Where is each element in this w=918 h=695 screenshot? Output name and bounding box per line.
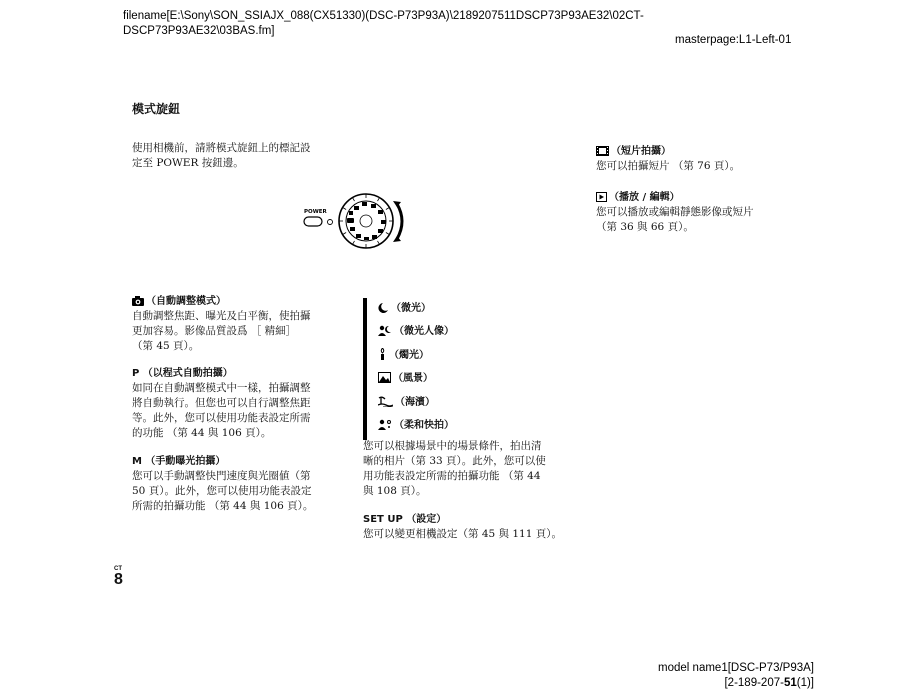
twilight-portrait-icon	[378, 325, 392, 336]
body-line: 晰的相片（第 33 頁）。此外，您可以使	[363, 455, 546, 467]
page-title: 模式旋鈕	[132, 102, 181, 116]
body-line: 將自動執行。但您也可以自行調整焦距	[132, 397, 311, 409]
footer-code: [2-189-207-51(1)]	[724, 677, 814, 689]
candle-icon	[378, 348, 387, 360]
auto-mode-section	[132, 294, 342, 354]
intro-line: 使用相機前，請將模式旋鈕上的標記設	[132, 142, 311, 154]
auto-mode-heading: （自動調整模式）	[132, 294, 342, 309]
mode-dial-illustration	[300, 192, 412, 250]
power-label: POWER	[304, 209, 327, 215]
body-line: 用功能表設定所需的拍攝功能 （第 44	[363, 470, 541, 482]
intro-line: 定至 POWER 按鈕邊。	[132, 157, 244, 169]
soft-snap-icon	[378, 419, 392, 430]
body-line: 您可以拍攝短片 （第 76 頁）。	[596, 160, 741, 172]
arrow-head-down-icon	[393, 236, 401, 242]
landscape-icon	[378, 372, 391, 383]
playback-heading: （播放 / 編輯）	[596, 190, 796, 205]
body-line: 等。此外，您可以使用功能表設定所需	[132, 412, 311, 424]
footer	[658, 661, 814, 691]
movie-icon	[596, 146, 609, 156]
filename-header	[123, 9, 644, 39]
scene-candle: （燭光）	[378, 348, 429, 362]
setup-heading: SET UP （設定）	[363, 514, 447, 525]
language-code: CT	[114, 566, 122, 572]
scene-twilight-portrait: （微光人像）	[378, 325, 454, 339]
dial-center	[360, 215, 372, 227]
intro-text	[132, 141, 311, 171]
power-button	[304, 217, 322, 226]
beach-icon	[378, 396, 393, 407]
scene-twilight: （微光）	[378, 302, 431, 316]
camera-icon	[132, 296, 144, 306]
setup-section	[363, 512, 578, 542]
manual-exposure-heading: M （手動曝光拍攝）	[132, 456, 226, 467]
filename-line-2: DSCP73P93AE32\03BAS.fm]	[123, 25, 275, 37]
moon-icon	[378, 302, 389, 313]
body-line: 50 頁）。此外，您可以使用功能表設定	[132, 485, 312, 497]
body-line: 您可以根據場景中的場景條件，拍出清	[363, 440, 542, 452]
masterpage-label: masterpage:L1-Left-01	[675, 34, 792, 46]
movie-section	[596, 144, 796, 174]
filename-line-1: filename[E:\Sony\SON_SSIAJX_088(CX51330)(DSC-P73P93A)\2189207511DSCP73P93AE32\02CT-	[123, 10, 644, 22]
body-line: 自動調整焦距、曝光及白平衡，使拍攝	[132, 310, 311, 322]
body-line: 您可以播放或編輯靜態影像或短片	[596, 206, 754, 218]
scene-group-bar	[363, 298, 367, 440]
scene-beach: （海濱）	[378, 396, 435, 410]
body-line: 的功能 （第 44 與 106 頁）。	[132, 427, 272, 439]
playback-section	[596, 190, 796, 235]
body-line: （第 36 與 66 頁）。	[596, 221, 694, 233]
footer-model: model name1[DSC-P73/P93A]	[658, 662, 814, 674]
program-auto-section	[132, 366, 342, 441]
body-line: 您可以手動調整快門速度與光圈値（第	[132, 470, 311, 482]
play-icon	[596, 192, 607, 202]
scene-landscape: （風景）	[378, 372, 433, 386]
body-line: 所需的拍攝功能 （第 44 與 106 頁）。	[132, 500, 314, 512]
body-line: 更加容易。影像品質設爲 ［ 精細］	[132, 325, 297, 337]
scene-description	[363, 439, 578, 499]
page-number: 8	[114, 571, 123, 588]
body-line: （第 45 頁）。	[132, 340, 200, 352]
power-lamp	[328, 220, 333, 225]
program-auto-heading: P （以程式自動拍攝）	[132, 368, 233, 379]
movie-heading: （短片拍攝）	[596, 144, 796, 159]
rotation-arrow-icon	[397, 204, 402, 239]
scene-soft-snap: （柔和快拍）	[378, 419, 454, 433]
body-line: 如同在自動調整模式中一樣，拍攝調整	[132, 382, 311, 394]
body-line: 與 108 頁）。	[363, 485, 427, 497]
manual-exposure-section	[132, 454, 342, 514]
body-line: 您可以變更相機設定（第 45 與 111 頁）。	[363, 528, 563, 540]
